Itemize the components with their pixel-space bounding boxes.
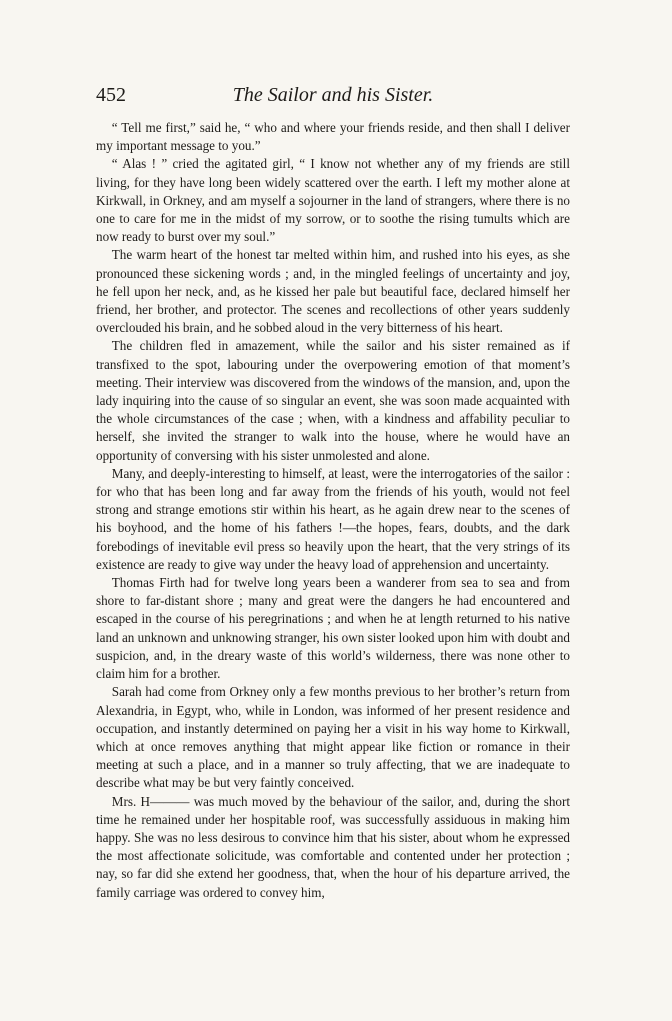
- paragraph: Sarah had come from Orkney only a few months previous to her brother’s return from Alexandria, in Egypt, who, while in London, was informed of her present residence and occupation, and instantly determined on paying her a visit in his way home to Kirkwall, which at once removes anything that might appear like fiction or romance in their meeting at such a place, and in a manner so truly affecting, that we are inadequate to describe what may be but very faintly conceived.: [96, 684, 570, 791]
- paragraph: “ Alas ! ” cried the agitated girl, “ I know not whether any of my friends are still living, for they have long been widely scattered over the earth. I left my mother alone at Kirkwall, in Orkney, and am myself a sojourner in the land of strangers, where there is no one to care for me in the midst of my sorrow, or to soothe the rising tumults which are now ready to burst over my soul.”: [96, 156, 570, 245]
- paragraph: The children fled in amazement, while the sailor and his sister remained as if transfixed to the spot, labouring under the overpowering emotion of that moment’s meeting. Their interview was discovered from the windows of the mansion, and, upon the lady inquiring into the cause of so singular an event, she was soon made acquainted with the whole circumstances of the case ; when, with a kindness and affability peculiar to herself, she invited the stranger to walk into the house, where he would have an opportunity of conversing with his sister unmolested and alone.: [96, 338, 570, 463]
- paragraph: The warm heart of the honest tar melted within him, and rushed into his eyes, as she pronounced these sickening words ; and, in the mingled feelings of uncertainty and joy, he fell upon her neck, and, as he kissed her pale but beautiful face, declared himself her friend, her brother, and protector. The scenes and recollections of other years suddenly overclouded his brain, and he sobbed aloud in the very bitterness of his heart.: [96, 247, 570, 336]
- page-header: [96, 80, 570, 110]
- paragraph: “ Tell me first,” said he, “ who and where your friends reside, and then shall I deliver my important message to you.”: [96, 120, 570, 154]
- page-number: 452: [96, 84, 126, 106]
- body-text: [96, 119, 570, 902]
- running-title: The Sailor and his Sister.: [232, 84, 434, 106]
- paragraph: Mrs. H——— was much moved by the behaviour of the sailor, and, during the short time he remained under her hospitable roof, was successfully assiduous in making him happy. She was no less desirous to convince him that his sister, about whom he expressed the most affectionate solicitude, was comfortable and contented under her protection ; nay, so far did she extend her goodness, that, when the hour of his departure arrived, the family carriage was ordered to convey him,: [96, 793, 570, 900]
- paragraph: Many, and deeply-interesting to himself, at least, were the interrogatories of the sailor : for who that has been long and far away from the friends of his youth, would not feel strong and strange emotions stir within his heart, as he again drew near to the scenes of his boyhood, and the home of his fathers !—the hopes, fears, doubts, and the dark forebodings of inevitable evil press so heavily upon the heart, that the very strings of its existence are ready to give way under the heavy load of apprehension and uncertainty.: [96, 465, 570, 572]
- paragraph: Thomas Firth had for twelve long years been a wanderer from sea to sea and from shore to far-distant shore ; many and great were the dangers he had encountered and escaped in the course of his peregrinations ; and when he at length returned to his native land an unknown and unknowing stranger, his own sister looked upon him with doubt and suspicion, and, in the dreary waste of this world’s wilderness, there was none other to claim him for a brother.: [96, 575, 570, 682]
